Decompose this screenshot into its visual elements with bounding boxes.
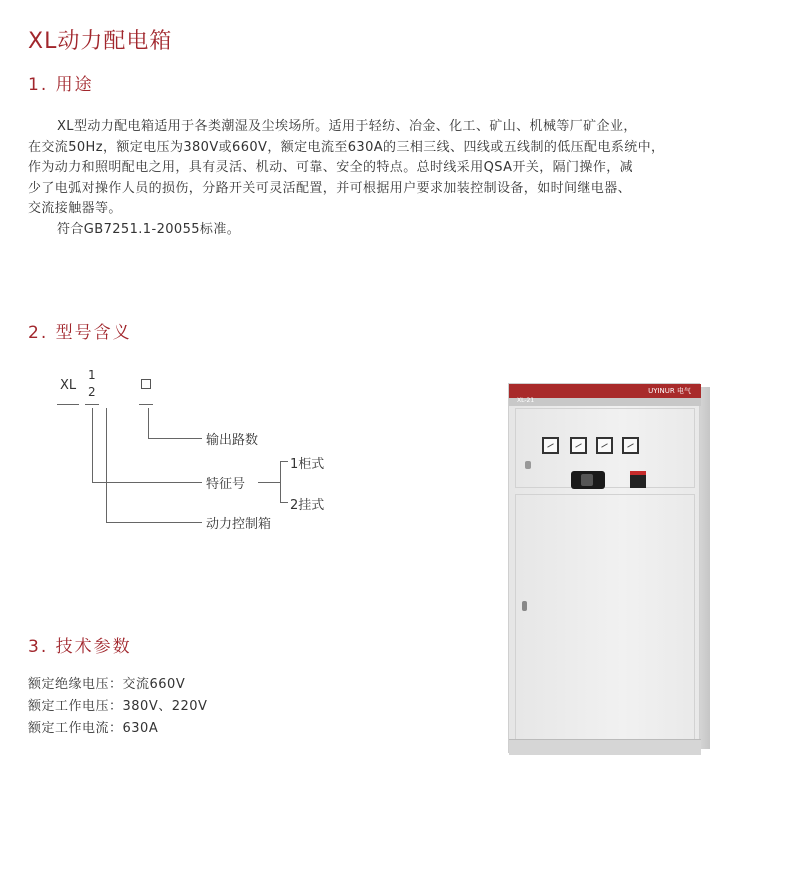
bracket-bottom bbox=[280, 502, 288, 503]
usage-line-3: 作为动力和照明配电之用，具有灵活、机动、可靠、安全的特点。总时线采用QSA开关，隔门操作，减 bbox=[28, 160, 634, 176]
cabinet-lower-door bbox=[515, 494, 695, 740]
usage-text bbox=[28, 117, 758, 241]
cabinet-base bbox=[509, 739, 701, 755]
door-lock-icon bbox=[522, 601, 527, 611]
box-underline bbox=[139, 404, 153, 405]
indicator-lamp-icon bbox=[630, 471, 646, 488]
switch-handle-icon bbox=[571, 471, 605, 489]
feature-number-label: 特征号 bbox=[206, 477, 246, 492]
model-prefix: XL bbox=[60, 378, 77, 393]
meter-gauge-icon bbox=[622, 437, 639, 454]
feature-leader-vertical bbox=[92, 408, 93, 482]
spec-label: 额定工作电流： bbox=[28, 721, 123, 736]
section-model-heading: 2. 型号含义 bbox=[28, 323, 132, 343]
spec-row-working-voltage bbox=[28, 696, 207, 718]
model-number-bottom: 2 bbox=[88, 385, 96, 399]
output-leader-horizontal bbox=[148, 438, 202, 439]
cabinet-side-panel bbox=[700, 387, 710, 749]
cabinet-brand-logo: UYINUR 电气 bbox=[648, 387, 691, 395]
cabinet-body bbox=[508, 383, 700, 753]
cabinet-model-plate: XL-21 bbox=[517, 397, 535, 404]
spec-value: 380V、220V bbox=[122, 699, 208, 714]
bracket-top bbox=[280, 461, 288, 462]
spec-value: 630A bbox=[122, 721, 159, 736]
cabinet-upper-door bbox=[515, 408, 695, 488]
spec-value: 交流660V bbox=[122, 677, 186, 692]
prefix-underline bbox=[57, 404, 79, 405]
output-placeholder-box bbox=[141, 379, 151, 389]
output-count-label: 输出路数 bbox=[206, 433, 259, 448]
meter-gauge-icon bbox=[596, 437, 613, 454]
spec-row-working-current bbox=[28, 718, 207, 740]
spec-row-insulation-voltage bbox=[28, 674, 207, 696]
bracket-vertical bbox=[280, 461, 281, 503]
cabinet-top-band bbox=[509, 384, 701, 398]
indicator-knob-icon bbox=[525, 461, 531, 469]
usage-line-1: XL型动力配电箱适用于各类潮湿及尘埃场所。适用于轻纺、冶金、化工、矿山、机械等厂矿企业， bbox=[57, 119, 637, 134]
cabinet-model-band bbox=[509, 398, 701, 406]
usage-line-2: 在交流50Hz，额定电压为380V或660V，额定电流至630A的三相三线、四线或五线制的低压配电系统中， bbox=[28, 139, 665, 155]
power-control-box-label: 动力控制箱 bbox=[206, 517, 272, 532]
spec-list bbox=[28, 674, 207, 740]
output-leader-vertical bbox=[148, 408, 149, 438]
usage-line-4: 少了电弧对操作人员的损伤，分路开关可灵活配置，并可根据用户要求加装控制设备，如时间继电器、 bbox=[28, 180, 632, 196]
usage-line-5: 交流接触器等。 bbox=[28, 201, 122, 217]
bracket-stem bbox=[258, 482, 280, 483]
section-specs-heading: 3. 技术参数 bbox=[28, 637, 132, 657]
spec-label: 额定绝缘电压： bbox=[28, 677, 123, 692]
option-wall-type: 2挂式 bbox=[290, 498, 325, 513]
meter-gauge-icon bbox=[542, 437, 559, 454]
option-cabinet-type: 1柜式 bbox=[290, 457, 325, 472]
distribution-cabinet-image bbox=[508, 383, 708, 757]
spec-label: 额定工作电压： bbox=[28, 699, 123, 714]
model-number-top: 1 bbox=[88, 368, 96, 382]
model-designation-diagram bbox=[40, 368, 380, 548]
number-underline bbox=[85, 404, 99, 405]
feature-leader-horizontal bbox=[92, 482, 202, 483]
meter-gauge-icon bbox=[570, 437, 587, 454]
usage-standard-line: 符合GB7251.1-20055标准。 bbox=[57, 221, 241, 237]
section-usage-heading: 1. 用途 bbox=[28, 75, 94, 95]
control-leader-horizontal bbox=[106, 522, 202, 523]
control-leader-vertical bbox=[106, 408, 107, 522]
page-title: XL动力配电箱 bbox=[28, 29, 173, 54]
